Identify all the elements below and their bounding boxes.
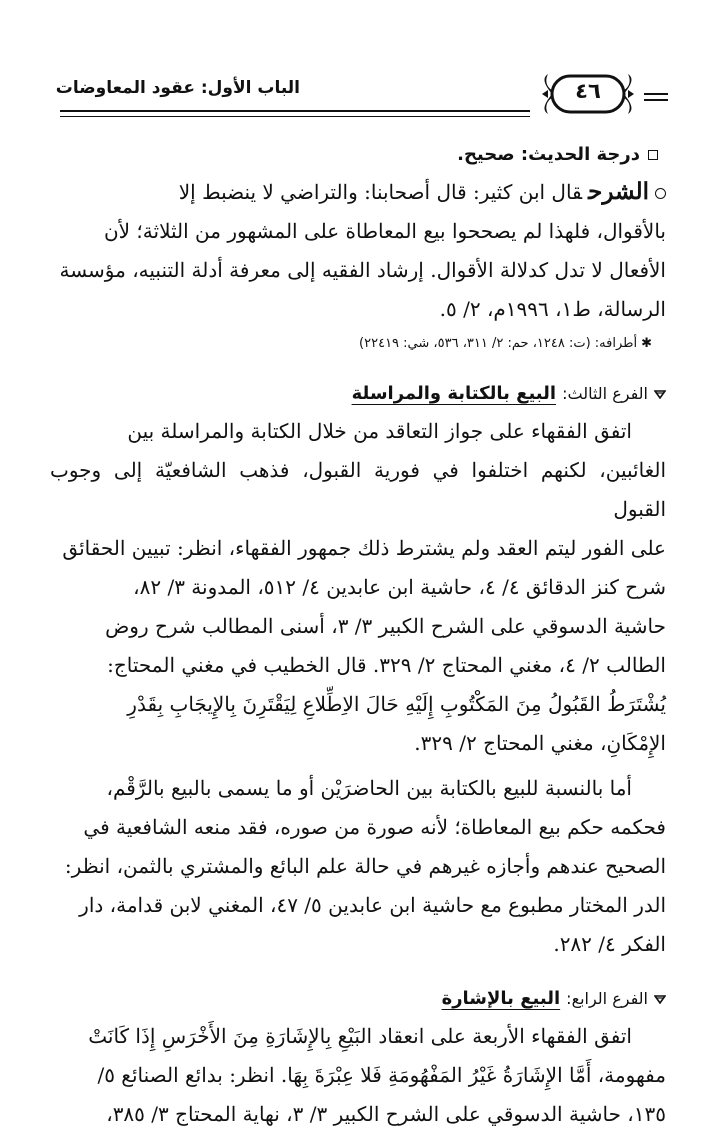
page-number: ٤٦ [575, 79, 601, 103]
section3-paragraph1 [50, 412, 666, 763]
header-dash [644, 93, 668, 95]
sharh-label: الشرح [588, 178, 649, 205]
chapter-title: الباب الأول: عقود المعاوضات [55, 78, 300, 98]
grade-value: صحيح. [457, 144, 515, 165]
page-content [50, 138, 666, 1134]
text-line: أما بالنسبة للبيع بالكتابة بين الحاضرَيْن أو ما يسمى بالبيع بالرَّقْم، [106, 776, 632, 800]
text-line: ١٣٥، حاشية الدسوقي على الشرح الكبير ٣/ ٣، نهاية المحتاج ٣/ ٣٨٥، [106, 1102, 666, 1126]
page-header [55, 70, 668, 120]
section-heading-third [50, 375, 666, 412]
text-line: الفكر ٤/ ٢٨٢. [553, 932, 666, 956]
grade-label: درجة الحديث: [520, 144, 640, 165]
text-line: الدر المختار مطبوع مع حاشية ابن عابدين ٥/ ٤٧، المغني لابن قدامة، دار [79, 893, 666, 917]
sharh-block [50, 172, 666, 329]
sharh-line: الرسالة، ط١، ١٩٩٦م، ٢/ ٥. [439, 297, 666, 321]
header-rule [60, 110, 530, 112]
text-line: حاشية الدسوقي على الشرح الكبير ٣/ ٣، أسنى المطالب شرح روض [105, 614, 666, 638]
text-line: الغائبين، لكنهم اختلفوا في فورية القبول، فذهب الشافعيّة إلى وجوب القبول [50, 458, 666, 521]
text-line: اتفق الفقهاء على جواز التعاقد من خلال الكتابة والمراسلة بين [127, 419, 632, 443]
section-label: الفرع الثالث: [562, 384, 648, 403]
sharh-line: الأفعال لا تدل كدلالة الأقوال. إرشاد الفقيه إلى معرفة أدلة التنبيه، مؤسسة [59, 258, 666, 282]
text-line: الطالب ٢/ ٤، مغني المحتاج ٢/ ٣٢٩. قال الخطيب في مغني المحتاج: [107, 653, 666, 677]
atraf-note: ✱أطرافه: (ت: ١٢٤٨، حم: ٢/ ٣١١، ٥٣٦، شي: ٢٢٤١٩) [359, 336, 652, 351]
text-line: على الفور ليتم العقد ولم يشترط ذلك جمهور الفقهاء، انظر: تبيين الحقائق [62, 536, 666, 560]
circle-bullet-icon [655, 188, 666, 199]
page-number-ornament [538, 70, 638, 118]
text-line: الصحيح عندهم وأجازه غيرهم في حالة علم البائع والمشتري بالثمن، انظر: [64, 854, 666, 878]
text-line: الإِمْكَانِ، مغني المحتاج ٢/ ٣٢٩. [414, 731, 666, 755]
text-line: اتفق الفقهاء الأربعة على انعقاد البَيْعِ بِالإِشَارَةِ مِنَ الأَخْرَسِ إِذَا كَانَتْ [88, 1024, 632, 1048]
square-bullet-icon [648, 150, 658, 160]
section-heading-fourth [50, 980, 666, 1017]
sharh-line: الشرحقال ابن كثير: قال أصحابنا: والتراضي لا ينضبط إلا [50, 172, 666, 212]
hadith-grade [50, 138, 658, 172]
section3-paragraph2 [50, 769, 666, 964]
section-marker-icon [654, 389, 666, 399]
section-topic: البيع بالكتابة والمراسلة [351, 383, 557, 404]
text-line: مفهومة، أَمَّا الإِشَارَةُ غَيْرُ المَفْهُومَةِ فَلا عِبْرَةَ بِهَا. انظر: بدائع الصنائع ٥/ [97, 1063, 666, 1087]
section-marker-icon [654, 994, 666, 1004]
section-label: الفرع الرابع: [566, 989, 648, 1008]
sharh-line: بالأقوال، فلهذا لم يصححوا بيع المعاطاة على المشهور من الثلاثة؛ لأن [103, 219, 666, 243]
text-line: فحكمه حكم بيع المعاطاة؛ لأنه صورة من صوره، فقد منعه الشافعية في [83, 815, 666, 839]
asterisk-icon: ✱ [641, 336, 652, 351]
section4-paragraph1 [50, 1017, 666, 1134]
text-line: شرح كنز الدقائق ٤/ ٤، حاشية ابن عابدين ٤/ ٥١٢، المدونة ٣/ ٨٢، [133, 575, 666, 599]
header-rule-thin [60, 116, 530, 117]
text-line: يُشْتَرَطُ القَبُولُ مِنَ المَكْتُوبِ إِلَيْهِ حَالَ الاِطِّلاعِ لِيَقْتَرِنَ بِالإِيجَابِ بِقَدْرِ [127, 692, 666, 716]
header-dash-lower [644, 99, 668, 101]
section-topic: البيع بالإشارة [441, 988, 561, 1009]
